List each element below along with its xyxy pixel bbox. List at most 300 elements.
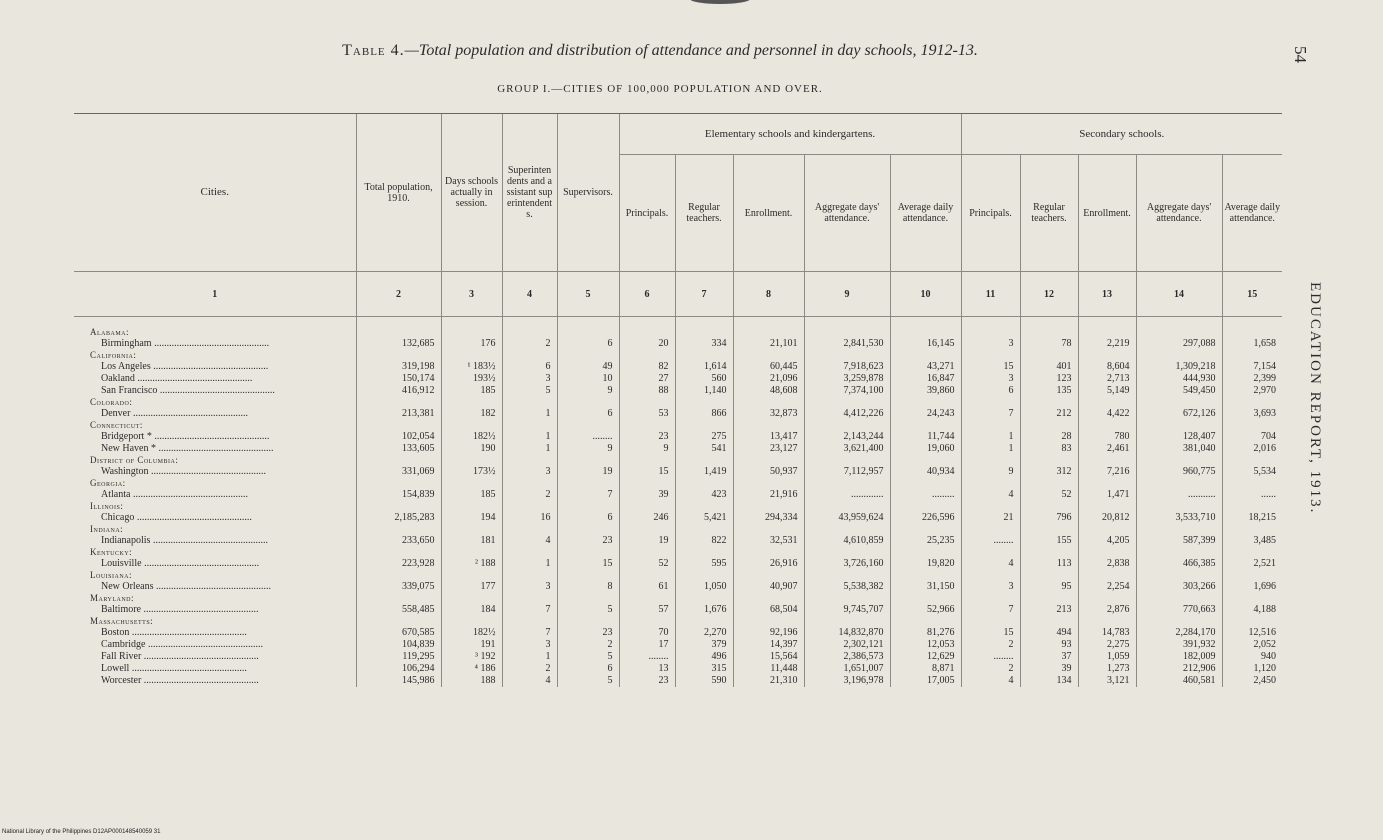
table-cell: 1,658 [1222,338,1282,350]
table-cell: 113 [1020,558,1078,570]
table-cell: 133,605 [356,443,441,455]
state-name: Louisiana: [90,570,132,580]
header-sec-enrollment: Enrollment. [1078,155,1136,272]
leader-dots: .............................................. [151,338,270,349]
table-row [74,581,1282,593]
table-cell: 12,629 [890,651,961,663]
table-cell: 194 [441,512,502,524]
state-name: Maryland: [90,593,135,603]
table-cell: 52 [619,558,675,570]
leader-dots: .............................................. [129,663,247,674]
table-cell: 7 [961,408,1020,420]
table-cell: 2,284,170 [1136,627,1222,639]
city-label: Chicago [101,512,135,523]
table-cell: 233,650 [356,535,441,547]
leader-dots: .............................................. [141,558,260,569]
table-cell: 2,461 [1078,443,1136,455]
header-sec-regular-teachers: Regular teachers. [1020,155,1078,272]
column-number: 13 [1078,272,1136,317]
leader-dots: .............................................. [130,408,248,419]
table-cell: 3 [961,581,1020,593]
table-cell: 32,873 [733,408,804,420]
footer-credit: National Library of the Philippines D12AP000148540059 31 [2,829,161,835]
table-cell: 319,198 [356,361,441,373]
leader-dots: .............................................. [141,675,259,686]
table-cell: 53 [619,408,675,420]
table-cell: 14,783 [1078,627,1136,639]
table-cell: 21,310 [733,675,804,687]
table-cell: 5 [557,604,619,616]
city-label: Los Angeles [101,361,151,372]
city-label: Baltimore [101,604,141,615]
city-name [74,466,356,478]
table-cell: 2 [557,639,619,651]
table-cell: ........ [619,651,675,663]
table-cell: ¹ 183½ [441,361,502,373]
leader-dots: .............................................. [150,361,269,372]
header-elem-aggregate-days: Aggregate days' attendance. [804,155,890,272]
table-cell: 78 [1020,338,1078,350]
city-label: Oakland [101,373,135,384]
column-number: 10 [890,272,961,317]
table-cell: 1,676 [675,604,733,616]
table-cell: 88 [619,385,675,397]
table-cell: 4,422 [1078,408,1136,420]
state-name: Alabama: [90,327,130,337]
column-number: 4 [502,272,557,317]
table-cell: 19 [619,535,675,547]
table-cell: 1 [961,431,1020,443]
table-cell: 1 [502,408,557,420]
table-cell: 134 [1020,675,1078,687]
table-cell: 17 [619,639,675,651]
table-cell: 11,744 [890,431,961,443]
leader-dots: .............................................. [134,512,252,523]
city-label: Lowell [101,663,130,674]
table-cell: 2,143,244 [804,431,890,443]
table-cell: ² 188 [441,558,502,570]
table-cell: 3,726,160 [804,558,890,570]
table-cell: 401 [1020,361,1078,373]
state-name: California: [90,350,137,360]
leader-dots: .............................................. [150,535,268,546]
table-cell: ³ 192 [441,651,502,663]
page-number: 54 [1291,46,1310,63]
table-cell: 190 [441,443,502,455]
table-cell: 212 [1020,408,1078,420]
city-name [74,535,356,547]
table-cell: 2,270 [675,627,733,639]
state-name: Illinois: [90,501,124,511]
table-cell: 294,334 [733,512,804,524]
table-cell: 1,050 [675,581,733,593]
table-cell: 19 [557,466,619,478]
state-name: Indiana: [90,524,124,534]
table-cell: 48,608 [733,385,804,397]
table-cell: 2 [502,663,557,675]
table-cell: 21 [961,512,1020,524]
table-cell: 2,052 [1222,639,1282,651]
state-row [74,420,1282,431]
table-cell: 381,040 [1136,443,1222,455]
state-name: Kentucky: [90,547,133,557]
table-row [74,512,1282,524]
table-cell: 176 [441,338,502,350]
table-cell: 2,275 [1078,639,1136,651]
table-cell: 2,219 [1078,338,1136,350]
table-cell: 541 [675,443,733,455]
table-cell: 3,693 [1222,408,1282,420]
table-cell: 23 [619,431,675,443]
table-cell: 1,309,218 [1136,361,1222,373]
table-cell: 104,839 [356,639,441,651]
table-cell: 7 [557,489,619,501]
city-label: Worcester [101,675,142,686]
header-cities: Cities. [74,114,356,272]
table-cell: 60,445 [733,361,804,373]
table-cell: 19,820 [890,558,961,570]
table-cell: 7 [502,627,557,639]
table-cell: 315 [675,663,733,675]
table-cell: 2 [502,338,557,350]
table-cell: 3 [502,639,557,651]
table-cell: 5 [557,675,619,687]
table-cell: 23,127 [733,443,804,455]
city-label: Atlanta [101,489,131,500]
state-row [74,593,1282,604]
table-cell: 23 [557,535,619,547]
table-cell: ...... [1222,489,1282,501]
table-cell: 24,243 [890,408,961,420]
table-cell: 92,196 [733,627,804,639]
table-cell: 11,448 [733,663,804,675]
table-cell: 1,471 [1078,489,1136,501]
table-row [74,489,1282,501]
table-cell: 3 [961,338,1020,350]
leader-dots: .............................................. [141,604,259,615]
table-cell: 40,907 [733,581,804,593]
table-cell: 12,053 [890,639,961,651]
table-cell: 132,685 [356,338,441,350]
table-cell: 1 [502,443,557,455]
table-cell: 145,986 [356,675,441,687]
table-row [74,443,1282,455]
table-cell: 25,235 [890,535,961,547]
table-cell: 37 [1020,651,1078,663]
table-cell: 1,059 [1078,651,1136,663]
table-cell: 31,150 [890,581,961,593]
city-name [74,627,356,639]
table-cell: 9 [619,443,675,455]
table-row [74,408,1282,420]
city-label: Denver [101,408,131,419]
table-cell: 188 [441,675,502,687]
table-cell: 1 [502,558,557,570]
table-cell: 8,871 [890,663,961,675]
table-cell: 3 [502,373,557,385]
city-label: Fall River [101,651,142,662]
city-name [74,385,356,397]
table-cell: 2 [961,639,1020,651]
table-cell: 9 [557,443,619,455]
table-cell: 1,419 [675,466,733,478]
table-cell: 135 [1020,385,1078,397]
table-cell: 6 [557,512,619,524]
table-row [74,627,1282,639]
table-cell: 52,966 [890,604,961,616]
table-cell: 16,847 [890,373,961,385]
table-row [74,675,1282,687]
table-cell: 15 [619,466,675,478]
column-number: 2 [356,272,441,317]
column-number: 3 [441,272,502,317]
table-cell: 246 [619,512,675,524]
header-superintendents: Superintendents and assistant superintendents. [502,114,557,272]
table-cell: 15 [557,558,619,570]
table-cell: 213 [1020,604,1078,616]
city-label: Cambridge [101,639,146,650]
table-cell: 6 [961,385,1020,397]
header-sec-principals: Principals. [961,155,1020,272]
table-cell: 7,374,100 [804,385,890,397]
table-cell: 181 [441,535,502,547]
table-cell: 558,485 [356,604,441,616]
state-name: Connecticut: [90,420,143,430]
table-cell: 391,932 [1136,639,1222,651]
table-cell: 13 [619,663,675,675]
table-cell: 15 [961,627,1020,639]
table-cell: 7,918,623 [804,361,890,373]
state-row [74,570,1282,581]
table-cell: 334 [675,338,733,350]
column-number: 9 [804,272,890,317]
state-row [74,478,1282,489]
table-cell: 16,145 [890,338,961,350]
table-cell: 2,399 [1222,373,1282,385]
table-cell: 182 [441,408,502,420]
state-row [74,501,1282,512]
table-cell: 23 [619,675,675,687]
table-cell: 21,101 [733,338,804,350]
table-cell: 704 [1222,431,1282,443]
table-cell: 3 [961,373,1020,385]
table-cell: ........ [557,431,619,443]
state-row [74,397,1282,408]
header-elem-principals: Principals. [619,155,675,272]
table-cell: 119,295 [356,651,441,663]
table-row [74,373,1282,385]
city-label: Indianapolis [101,535,151,546]
table-cell: 16 [502,512,557,524]
table-cell: 182½ [441,431,502,443]
table-cell: 39 [1020,663,1078,675]
table-cell: 26,916 [733,558,804,570]
header-elem-regular-teachers: Regular teachers. [675,155,733,272]
table-cell: 40,934 [890,466,961,478]
table-title-lead: Table 4. [342,42,405,59]
header-elem-average-daily: Average daily attendance. [890,155,961,272]
table-cell: 460,581 [1136,675,1222,687]
group-title: GROUP I.—CITIES OF 100,000 POPULATION AND OVER. [497,83,823,95]
table-cell: ........ [961,535,1020,547]
city-name [74,338,356,350]
table-cell: 15,564 [733,651,804,663]
table-cell: 93 [1020,639,1078,651]
table-cell: 18,215 [1222,512,1282,524]
header-sec-aggregate-days: Aggregate days' attendance. [1136,155,1222,272]
table-cell: 1 [502,431,557,443]
table-cell: 416,912 [356,385,441,397]
table-cell: 8,604 [1078,361,1136,373]
state-name: District of Columbia: [90,455,179,465]
city-name [74,443,356,455]
table-row [74,338,1282,350]
table-cell: 173½ [441,466,502,478]
leader-dots: .............................................. [130,489,248,500]
table-cell: 4 [502,675,557,687]
table-cell: 2,713 [1078,373,1136,385]
table-row [74,385,1282,397]
table-cell: 590 [675,675,733,687]
table-cell: 28 [1020,431,1078,443]
table-cell: 14,832,870 [804,627,890,639]
state-row [74,524,1282,535]
leader-dots: .............................................. [129,627,247,638]
city-label: Birmingham [101,338,152,349]
table-cell: 212,906 [1136,663,1222,675]
city-name [74,639,356,651]
column-number: 1 [74,272,356,317]
table-cell: 6 [557,338,619,350]
table-cell: 12,516 [1222,627,1282,639]
table-cell: 7,112,957 [804,466,890,478]
table-cell: 4 [961,558,1020,570]
city-label: Boston [101,627,130,638]
table-cell: 81,276 [890,627,961,639]
header-elementary-group: Elementary schools and kindergartens. [619,114,961,155]
table-cell: 2,450 [1222,675,1282,687]
table-cell: 2,876 [1078,604,1136,616]
table-cell: 82 [619,361,675,373]
table-cell: 13,417 [733,431,804,443]
table-cell: 3,485 [1222,535,1282,547]
table-cell: 123 [1020,373,1078,385]
leader-dots: .............................................. [157,385,275,396]
table-cell: 17,005 [890,675,961,687]
table-cell: 4,412,226 [804,408,890,420]
table-row [74,604,1282,616]
table-cell: 7,216 [1078,466,1136,478]
table-cell: 444,930 [1136,373,1222,385]
table-cell: 95 [1020,581,1078,593]
table-cell: 9 [557,385,619,397]
leader-dots: .............................................. [134,373,253,384]
table-cell: 1,120 [1222,663,1282,675]
table-cell: 9,745,707 [804,604,890,616]
table-row [74,466,1282,478]
table-cell: 672,126 [1136,408,1222,420]
table-row [74,535,1282,547]
city-name [74,361,356,373]
table-cell: 27 [619,373,675,385]
table-cell: 1,140 [675,385,733,397]
table-cell: 796 [1020,512,1078,524]
city-label: San Francisco [101,385,158,396]
table-cell: 19,060 [890,443,961,455]
city-label: New Haven * [101,443,156,454]
table-cell: 39 [619,489,675,501]
table-cell: 2,185,283 [356,512,441,524]
statistics-table [74,113,1282,687]
table-row [74,558,1282,570]
column-number: 7 [675,272,733,317]
table-cell: 379 [675,639,733,651]
table-cell: 549,450 [1136,385,1222,397]
table-cell: 61 [619,581,675,593]
table-cell: 68,504 [733,604,804,616]
table-cell: 1 [961,443,1020,455]
state-row [74,616,1282,627]
city-name [74,408,356,420]
table-cell: 1,651,007 [804,663,890,675]
table-title [0,42,1320,60]
table-cell: 3 [502,466,557,478]
table-cell: 2 [502,489,557,501]
header-secondary-group: Secondary schools. [961,114,1282,155]
leader-dots: .............................................. [141,651,259,662]
leader-dots: .............................................. [153,581,271,592]
table-cell: 106,294 [356,663,441,675]
city-name [74,373,356,385]
table-cell: 7 [961,604,1020,616]
state-row [74,350,1282,361]
table-cell: 20 [619,338,675,350]
table-cell: 6 [502,361,557,373]
table-cell: 15 [961,361,1020,373]
table-cell: 184 [441,604,502,616]
table-cell: 2,302,121 [804,639,890,651]
table-cell: 83 [1020,443,1078,455]
table-cell: 213,381 [356,408,441,420]
state-name: Colorado: [90,397,133,407]
table-cell: 23 [557,627,619,639]
city-label: Bridgeport * [101,431,152,442]
table-cell: 21,096 [733,373,804,385]
table-cell: 560 [675,373,733,385]
table-cell: 423 [675,489,733,501]
city-name [74,604,356,616]
table-cell: 3,196,978 [804,675,890,687]
table-cell: 7 [502,604,557,616]
table-cell: ........ [961,651,1020,663]
table-cell: 5,149 [1078,385,1136,397]
table-cell: 587,399 [1136,535,1222,547]
table-cell: 52 [1020,489,1078,501]
header-total-population: Total population, 1910. [356,114,441,272]
table-cell: 866 [675,408,733,420]
table-cell: 154,839 [356,489,441,501]
table-cell: 43,271 [890,361,961,373]
table-cell: 9 [961,466,1020,478]
table-cell: 39,860 [890,385,961,397]
table-cell: 5,534 [1222,466,1282,478]
table-cell: 182,009 [1136,651,1222,663]
table-cell: 193½ [441,373,502,385]
table-cell: 2,386,573 [804,651,890,663]
table-cell: 177 [441,581,502,593]
column-number: 11 [961,272,1020,317]
table-cell: 312 [1020,466,1078,478]
